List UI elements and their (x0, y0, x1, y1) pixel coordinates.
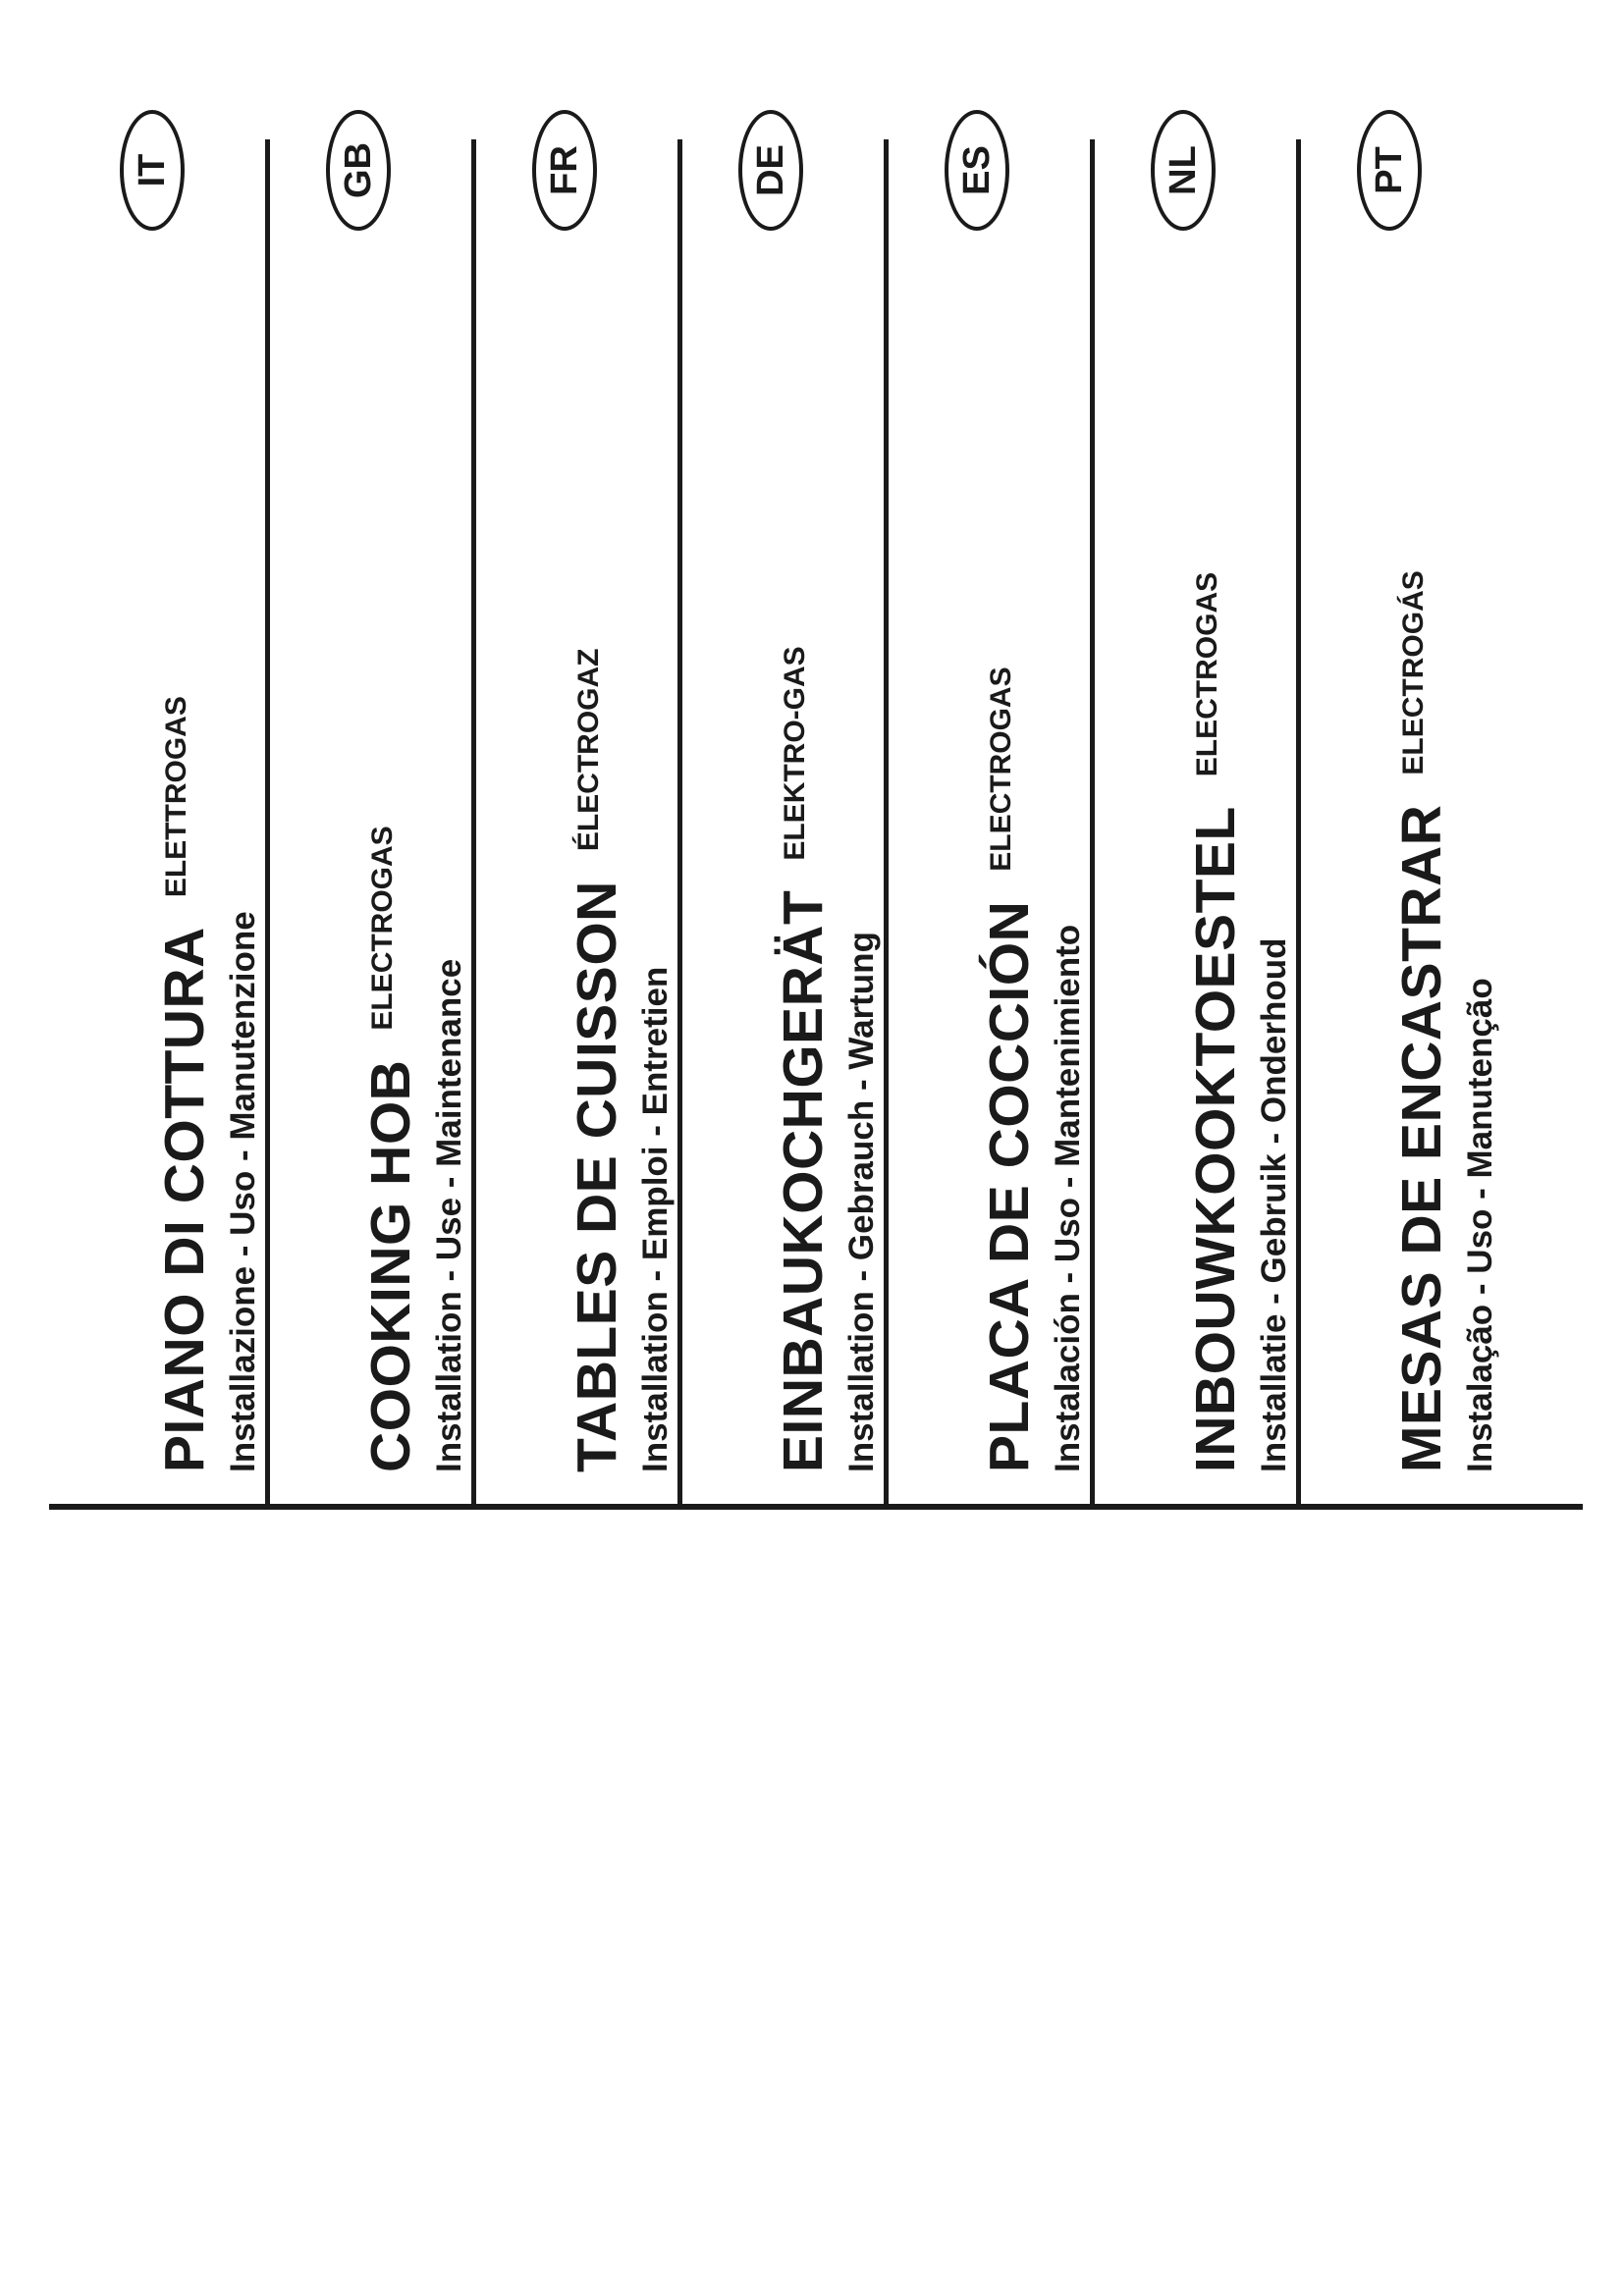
section-subtitle: Installazione - Uso - Manutenzione (224, 911, 262, 1472)
section-suffix: ÉLECTROGAZ (572, 648, 605, 852)
section-title-row (566, 648, 628, 1473)
section-suffix: ELECTROGAS (366, 826, 399, 1031)
section-subtitle: Installation - Gebrauch - Wartung (842, 932, 881, 1472)
section-title: MESAS DE ENCASTRAR (1390, 804, 1453, 1472)
section-title: PLACA DE COCCIÓN (978, 900, 1041, 1472)
section-title-row (153, 696, 216, 1472)
section-title: COOKING HOB (359, 1059, 422, 1472)
language-badge-fr: FR (532, 110, 597, 231)
section-suffix: ELEKTRO-GAS (779, 646, 811, 861)
section-subtitle: Instalação - Uso - Manutenção (1461, 978, 1499, 1472)
language-badge-es: ES (945, 110, 1009, 231)
section-title-row (1184, 571, 1247, 1472)
section-suffix: ELECTROGÁS (1397, 570, 1430, 775)
bottom-rule (49, 1504, 1583, 1510)
section-suffix: ELECTROGAS (985, 667, 1017, 872)
section-suffix: ELETTROGAS (160, 696, 192, 898)
section-title-row (772, 646, 835, 1472)
section-gb (324, 98, 511, 1472)
section-title: EINBAUKOCHGERÄT (772, 889, 835, 1472)
section-title: TABLES DE CUISSON (566, 881, 628, 1472)
language-badge-de: DE (738, 110, 803, 231)
section-subtitle: Installation - Emploi - Entretien (636, 966, 675, 1472)
section-title-row (978, 667, 1041, 1472)
section-title-row (1390, 570, 1453, 1472)
section-title: INBOUWKOOKTOESTEL (1184, 806, 1247, 1472)
section-subtitle: Installation - Use - Maintenance (430, 958, 468, 1472)
section-fr (530, 98, 717, 1472)
language-badge-nl: NL (1151, 110, 1216, 231)
section-it (118, 98, 304, 1472)
section-subtitle: Installatie - Gebruik - Onderhoud (1255, 937, 1293, 1472)
language-badge-gb: GB (326, 110, 391, 231)
section-title-row (359, 826, 422, 1472)
language-badge-it: IT (120, 110, 185, 231)
language-badge-pt: PT (1357, 110, 1422, 231)
section-es (943, 98, 1129, 1472)
section-pt (1355, 98, 1542, 1472)
section-suffix: ELECTROGAS (1191, 571, 1223, 777)
section-nl (1149, 98, 1335, 1472)
section-de (736, 98, 923, 1472)
section-subtitle: Instalación - Uso - Mantenimiento (1049, 924, 1087, 1472)
section-title: PIANO DI COTTURA (153, 927, 216, 1472)
